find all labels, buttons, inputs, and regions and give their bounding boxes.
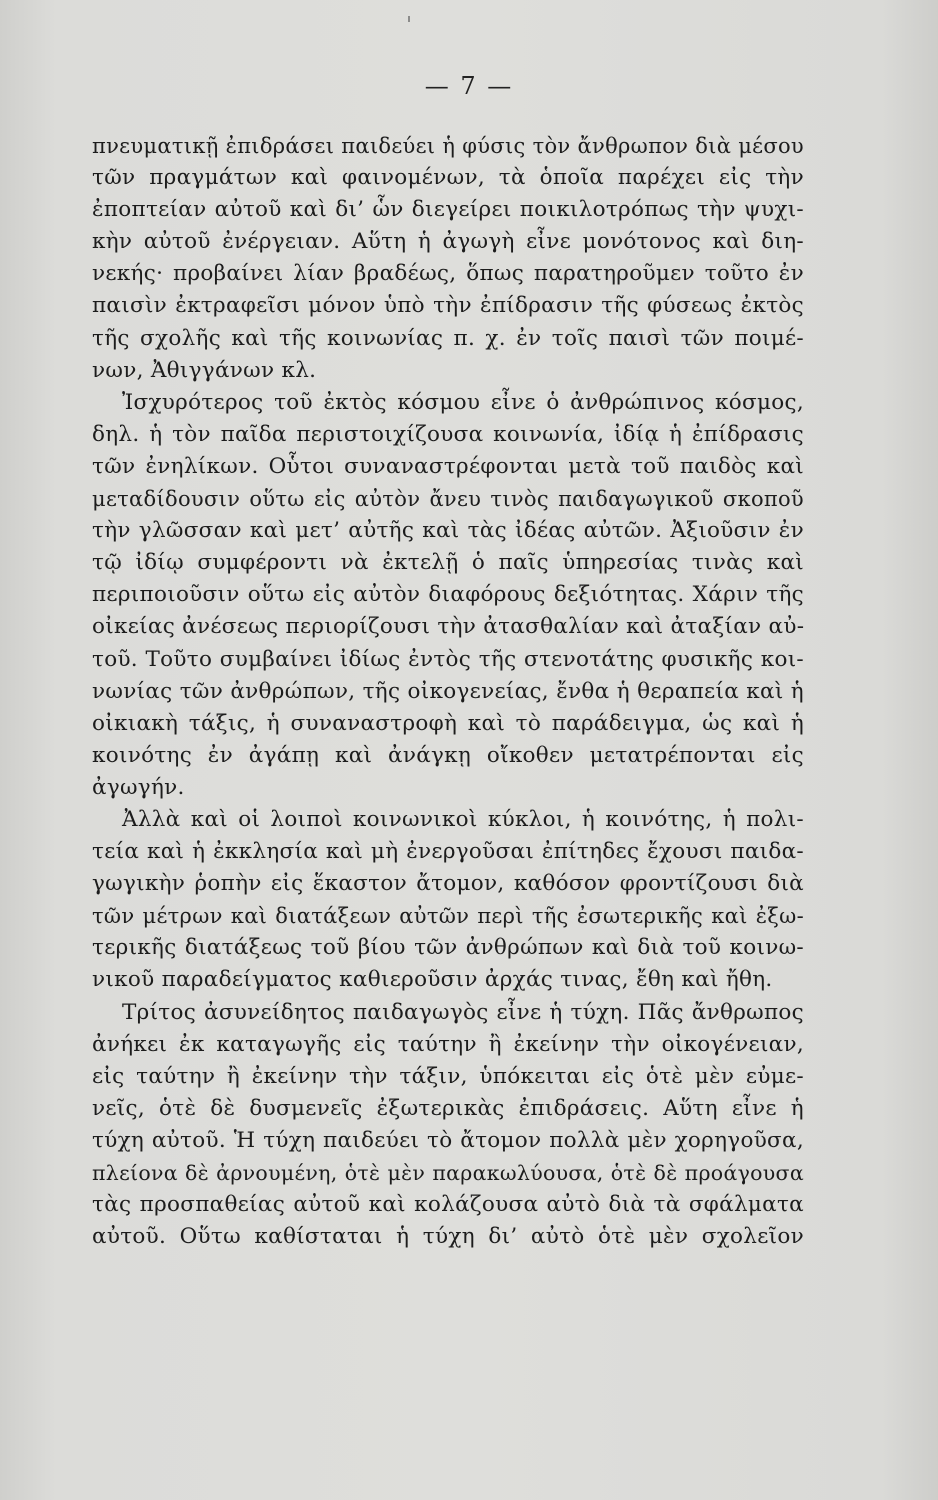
text-line: τῶν πραγμάτων καὶ φαινομένων, τὰ ὁποῖα παρέχει εἰς τὴν	[92, 165, 804, 191]
text-line: γωγικὴν ῥοπὴν εἰς ἕκαστον ἄτομον, καθόσον φροντίζουσι διὰ	[92, 871, 804, 897]
text-line: δηλ. ἡ τὸν παῖδα περιστοιχίζουσα κοινωνία, ἰδίᾳ ἡ ἐπίδρασις	[92, 421, 804, 447]
text-line: παισὶν ἐκτραφεῖσι μόνον ὑπὸ τὴν ἐπίδρασιν τῆς φύσεως ἐκτὸς	[92, 293, 804, 319]
body-text	[92, 130, 804, 1253]
text-line: τοῦ. Τοῦτο συμβαίνει ἰδίως ἐντὸς τῆς στενοτάτης φυσικῆς κοι-	[92, 646, 804, 672]
text-line: ἀνήκει ἐκ καταγωγῆς εἰς ταύτην ἢ ἐκείνην τὴν οἰκογένειαν,	[92, 1031, 804, 1057]
text-line: εἰς ταύτην ἢ ἐκείνην τὴν τάξιν, ὑπόκειται εἰς ὁτὲ μὲν εὐμε-	[92, 1063, 804, 1089]
text-line: τῆς σχολῆς καὶ τῆς κοινωνίας π. χ. ἐν τοῖς παισὶ τῶν ποιμέ-	[92, 325, 804, 351]
text-line: τῶν ἐνηλίκων. Οὗτοι συναναστρέφονται μετὰ τοῦ παιδὸς καὶ	[92, 453, 804, 479]
page-number: — 7 —	[424, 72, 514, 100]
text-line: νικοῦ παραδείγματος καθιεροῦσιν ἀρχάς τινας, ἔθη καὶ ἤθη.	[92, 967, 773, 993]
text-line: τύχη αὐτοῦ. Ἡ τύχη παιδεύει τὸ ἄτομον πολλὰ μὲν χορηγοῦσα,	[92, 1127, 804, 1153]
text-line: πνευματικῇ ἐπιδράσει παιδεύει ἡ φύσις τὸν ἄνθρωπον διὰ μέσου	[92, 134, 804, 158]
ink-speck	[408, 16, 410, 22]
text-line: τὰς προσπαθείας αὐτοῦ καὶ κολάζουσα αὐτὸ διὰ τὰ σφάλματα	[92, 1192, 804, 1218]
text-line: περιποιοῦσιν οὕτω εἰς αὐτὸν διαφόρους δεξιότητας. Χάριν τῆς	[92, 582, 804, 608]
text-line: Ἰσχυρότερος τοῦ ἐκτὸς κόσμου εἶνε ὁ ἀνθρώπινος κόσμος,	[122, 389, 804, 415]
text-line: ἀγωγήν.	[92, 774, 185, 800]
text-line: νωνίας τῶν ἀνθρώπων, τῆς οἰκογενείας, ἔνθα ἡ θεραπεία καὶ ἡ	[92, 678, 804, 704]
text-line: μεταδίδουσιν οὕτω εἰς αὐτὸν ἄνευ τινὸς παιδαγωγικοῦ σκοποῦ	[92, 487, 804, 512]
text-line: πλείονα δὲ ἀρνουμένη, ὁτὲ μὲν παρακωλύουσα, ὁτὲ δὲ προάγουσα	[92, 1161, 804, 1185]
text-line: οἰκείας ἀνέσεως περιορίζουσι τὴν ἀτασθαλίαν καὶ ἀταξίαν αὐ-	[92, 614, 805, 640]
text-line: τῶν μέτρων καὶ διατάξεων αὐτῶν περὶ τῆς ἐσωτερικῆς καὶ ἐξω-	[92, 904, 804, 929]
text-line: τεία καὶ ἡ ἐκκλησία καὶ μὴ ἐνεργοῦσαι ἐπίτηδες ἔχουσι παιδα-	[92, 839, 804, 865]
text-line: ἐποπτείαν αὐτοῦ καὶ δι’ ὧν διεγείρει ποικιλοτρόπως τὴν ψυχι-	[92, 197, 804, 223]
text-line: νων, Ἀθιγγάνων κλ.	[92, 357, 317, 383]
text-line: τῷ ἰδίῳ συμφέροντι νὰ ἐκτελῇ ὁ παῖς ὑπηρεσίας τινὰς καὶ	[92, 550, 804, 576]
text-line: αὐτοῦ. Οὕτω καθίσταται ἡ τύχη δι’ αὐτὸ ὁτὲ μὲν σχολεῖον	[92, 1224, 804, 1250]
text-line: κοινότης ἐν ἀγάπῃ καὶ ἀνάγκῃ οἴκοθεν μετατρέπονται εἰς	[92, 742, 804, 768]
text-line: τερικῆς διατάξεως τοῦ βίου τῶν ἀνθρώπων καὶ διὰ τοῦ κοινω-	[92, 935, 804, 961]
text-line: Τρίτος ἀσυνείδητος παιδαγωγὸς εἶνε ἡ τύχη. Πᾶς ἄνθρωπος	[122, 999, 804, 1025]
text-line: οἰκιακὴ τάξις, ἡ συναναστροφὴ καὶ τὸ παράδειγμα, ὡς καὶ ἡ	[92, 710, 804, 736]
text-line: κὴν αὐτοῦ ἐνέργειαν. Αὕτη ἡ ἀγωγὴ εἶνε μονότονος καὶ διη-	[92, 229, 804, 255]
text-line: τὴν γλῶσσαν καὶ μετ’ αὐτῆς καὶ τὰς ἰδέας αὐτῶν. Ἀξιοῦσιν ἐν	[92, 518, 804, 544]
text-line: νεκής· προβαίνει λίαν βραδέως, ὅπως παρατηροῦμεν τοῦτο ἐν	[92, 261, 804, 287]
text-line: νεῖς, ὁτὲ δὲ δυσμενεῖς ἐξωτερικὰς ἐπιδράσεις. Αὕτη εἶνε ἡ	[92, 1095, 804, 1121]
text-line: Ἀλλὰ καὶ οἱ λοιποὶ κοινωνικοὶ κύκλοι, ἡ κοινότης, ἡ πολι-	[122, 806, 804, 832]
